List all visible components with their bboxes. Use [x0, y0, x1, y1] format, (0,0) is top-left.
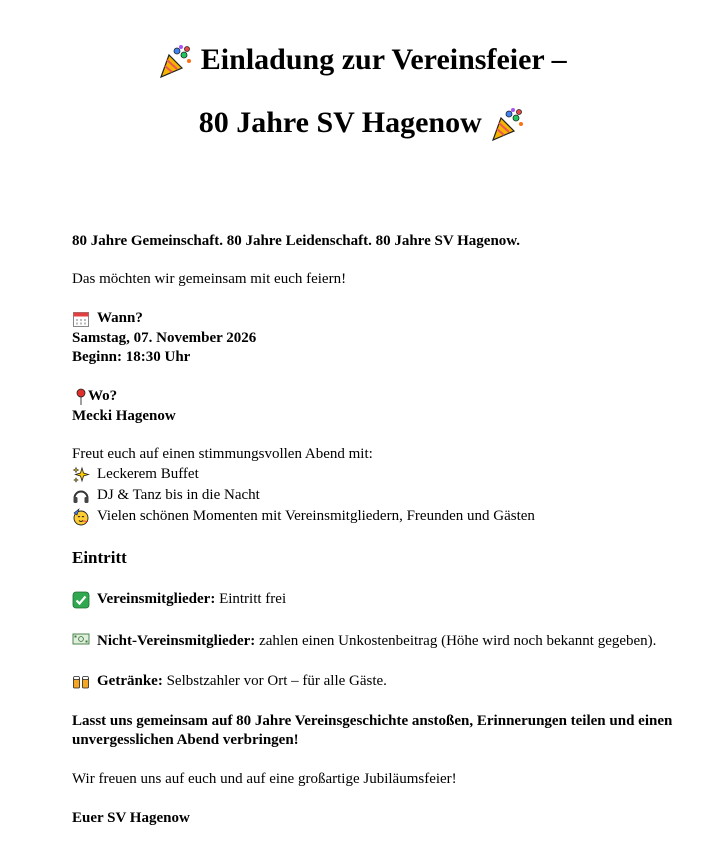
money-icon: [72, 630, 90, 648]
title-line-2: [0, 105, 724, 143]
highlight-text: Leckerem Buffet: [97, 466, 199, 482]
title-text-1: Einladung zur Vereinsfeier –: [200, 43, 567, 76]
event-date: Samstag, 07. November 2026: [72, 330, 257, 346]
when-heading: [72, 308, 682, 329]
entry-drinks: [72, 671, 682, 692]
event-start: Beginn: 18:30 Uhr: [72, 349, 191, 365]
highlights-intro: Freut euch auf einen stimmungsvollen Abend mit:: [72, 446, 373, 462]
entry-heading: Eintritt: [72, 548, 127, 567]
members-text: Eintritt frei: [219, 591, 287, 607]
entry-nonmembers: [72, 630, 682, 651]
party-popper-icon: [157, 44, 193, 80]
headphone-icon: [72, 487, 90, 505]
highlight-item: [72, 506, 682, 527]
entry-members: [72, 589, 682, 610]
title-text-2: 80 Jahre SV Hagenow: [198, 106, 482, 139]
highlight-item: [72, 464, 682, 485]
invitation-body: [72, 232, 682, 828]
members-label: Vereinsmitglieder:: [97, 591, 216, 607]
sparkles-icon: [72, 466, 90, 484]
nonmembers-label: Nicht-Vereinsmitglieder:: [97, 633, 256, 649]
highlight-text: Vielen schönen Momenten mit Vereinsmitgliedern, Freunden und Gästen: [97, 508, 535, 524]
event-place: Mecki Hagenow: [72, 408, 176, 424]
highlight-text: DJ & Tanz bis in die Nacht: [97, 487, 260, 503]
when-label: Wann?: [97, 310, 143, 326]
check-mark-button-icon: [72, 591, 90, 609]
highlight-item: [72, 485, 682, 506]
drinks-label: Getränke:: [97, 673, 163, 689]
where-label: Wo?: [88, 388, 118, 404]
invite-text: Das möchten wir gemeinsam mit euch feiern!: [72, 271, 347, 287]
closing-looking-forward: Wir freuen uns auf euch und auf eine großartige Jubiläumsfeier!: [72, 771, 457, 787]
closing-toast: Lasst uns gemeinsam auf 80 Jahre Vereinsgeschichte anstoßen, Erinnerungen teilen und einen unvergesslichen Abend verbringen!: [72, 713, 673, 748]
partying-face-icon: [72, 508, 90, 526]
party-popper-icon: [489, 107, 525, 143]
tagline: 80 Jahre Gemeinschaft. 80 Jahre Leidenschaft. 80 Jahre SV Hagenow.: [72, 233, 521, 249]
signature: Euer SV Hagenow: [72, 810, 190, 826]
calendar-icon: [72, 310, 90, 328]
clinking-beer-mugs-icon: [72, 673, 90, 691]
title-line-1: [0, 42, 724, 80]
nonmembers-text: zahlen einen Unkostenbeitrag (Höhe wird noch bekannt gegeben).: [259, 633, 657, 649]
round-pushpin-icon: [72, 388, 84, 406]
where-heading: [72, 386, 682, 407]
drinks-text: Selbstzahler vor Ort – für alle Gäste.: [166, 673, 387, 689]
